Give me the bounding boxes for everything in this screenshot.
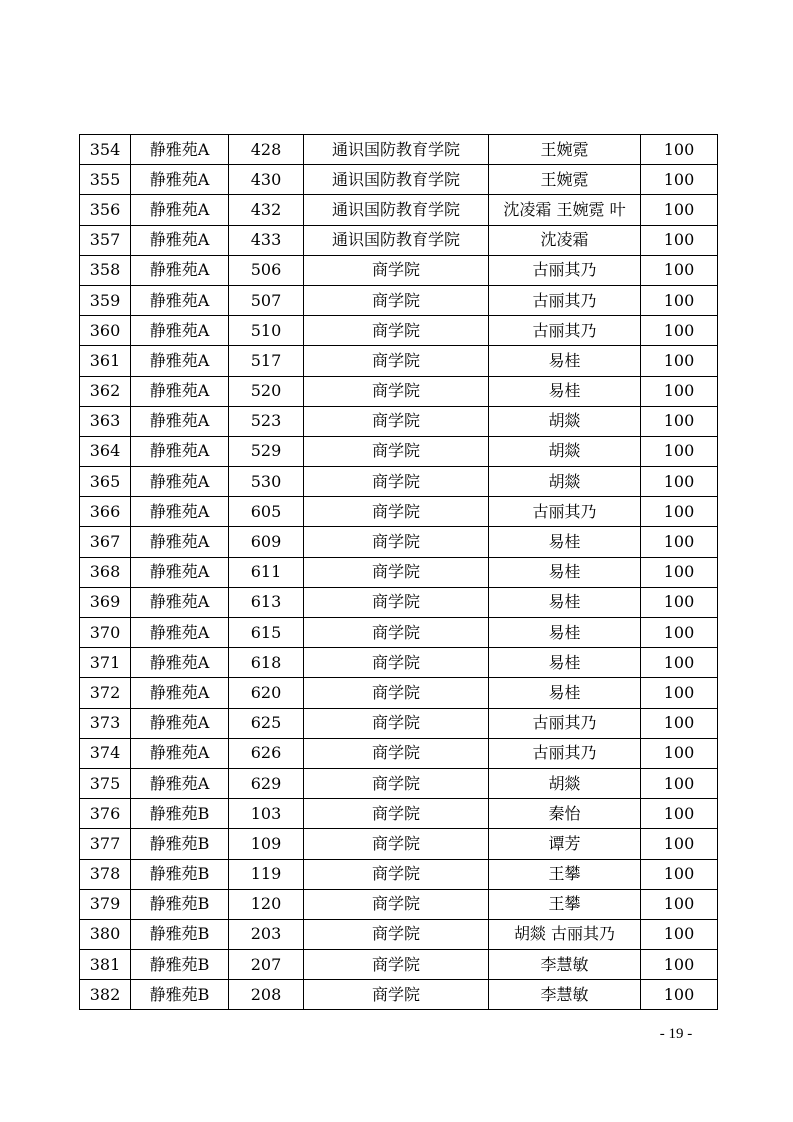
row-number-cell: 375 [80,768,131,798]
college-cell: 商学院 [304,285,489,315]
building-cell: 静雅苑A [131,738,229,768]
row-number-cell: 370 [80,618,131,648]
building-cell: 静雅苑B [131,829,229,859]
row-number-cell: 355 [80,165,131,195]
counselor-cell: 易桂 [489,557,641,587]
college-cell: 商学院 [304,527,489,557]
counselor-cell: 胡燚 [489,467,641,497]
counselor-cell: 易桂 [489,527,641,557]
score-cell: 100 [641,557,718,587]
table-row [80,829,718,859]
building-cell: 静雅苑A [131,255,229,285]
college-cell: 商学院 [304,799,489,829]
counselor-cell: 易桂 [489,587,641,617]
room-cell: 517 [229,346,304,376]
row-number-cell: 367 [80,527,131,557]
college-cell: 商学院 [304,738,489,768]
room-cell: 428 [229,135,304,165]
building-cell: 静雅苑A [131,768,229,798]
counselor-cell: 李慧敏 [489,980,641,1010]
room-cell: 203 [229,919,304,949]
building-cell: 静雅苑A [131,406,229,436]
building-cell: 静雅苑A [131,285,229,315]
score-cell: 100 [641,165,718,195]
room-cell: 506 [229,255,304,285]
table-row [80,980,718,1010]
counselor-cell: 古丽其乃 [489,497,641,527]
counselor-cell: 胡燚 [489,436,641,466]
counselor-cell: 古丽其乃 [489,285,641,315]
table-row [80,618,718,648]
building-cell: 静雅苑A [131,618,229,648]
college-cell: 商学院 [304,889,489,919]
row-number-cell: 369 [80,587,131,617]
score-cell: 100 [641,768,718,798]
college-cell: 商学院 [304,708,489,738]
college-cell: 通识国防教育学院 [304,195,489,225]
college-cell: 商学院 [304,376,489,406]
table-row [80,738,718,768]
college-cell: 商学院 [304,346,489,376]
college-cell: 商学院 [304,648,489,678]
college-cell: 通识国防教育学院 [304,225,489,255]
row-number-cell: 382 [80,980,131,1010]
counselor-cell: 古丽其乃 [489,708,641,738]
row-number-cell: 368 [80,557,131,587]
room-cell: 208 [229,980,304,1010]
table-row [80,195,718,225]
table-row [80,285,718,315]
building-cell: 静雅苑B [131,889,229,919]
room-cell: 510 [229,316,304,346]
counselor-cell: 古丽其乃 [489,316,641,346]
room-cell: 120 [229,889,304,919]
building-cell: 静雅苑A [131,557,229,587]
counselor-cell: 王婉霓 [489,135,641,165]
college-cell: 商学院 [304,919,489,949]
college-cell: 商学院 [304,950,489,980]
counselor-cell: 沈凌霜 [489,225,641,255]
counselor-cell: 谭芳 [489,829,641,859]
table-row [80,406,718,436]
counselor-cell: 秦怡 [489,799,641,829]
building-cell: 静雅苑B [131,980,229,1010]
row-number-cell: 381 [80,950,131,980]
score-cell: 100 [641,346,718,376]
room-cell: 625 [229,708,304,738]
row-number-cell: 379 [80,889,131,919]
row-number-cell: 364 [80,436,131,466]
building-cell: 静雅苑A [131,587,229,617]
score-cell: 100 [641,648,718,678]
building-cell: 静雅苑B [131,859,229,889]
college-cell: 商学院 [304,497,489,527]
room-cell: 620 [229,678,304,708]
score-cell: 100 [641,799,718,829]
room-cell: 430 [229,165,304,195]
counselor-cell: 易桂 [489,376,641,406]
room-cell: 507 [229,285,304,315]
score-cell: 100 [641,708,718,738]
row-number-cell: 376 [80,799,131,829]
counselor-cell: 王攀 [489,859,641,889]
row-number-cell: 356 [80,195,131,225]
counselor-cell: 李慧敏 [489,950,641,980]
score-cell: 100 [641,225,718,255]
building-cell: 静雅苑A [131,678,229,708]
building-cell: 静雅苑A [131,708,229,738]
counselor-cell: 易桂 [489,346,641,376]
score-cell: 100 [641,436,718,466]
counselor-cell: 胡燚 [489,406,641,436]
room-cell: 609 [229,527,304,557]
score-cell: 100 [641,738,718,768]
college-cell: 商学院 [304,316,489,346]
page-number: - 19 - [659,1026,693,1042]
table-row [80,255,718,285]
college-cell: 商学院 [304,255,489,285]
room-cell: 626 [229,738,304,768]
counselor-cell: 易桂 [489,618,641,648]
table-row [80,497,718,527]
room-cell: 618 [229,648,304,678]
score-cell: 100 [641,829,718,859]
table-row [80,950,718,980]
room-cell: 605 [229,497,304,527]
table-row [80,527,718,557]
building-cell: 静雅苑A [131,376,229,406]
score-cell: 100 [641,195,718,225]
score-cell: 100 [641,889,718,919]
college-cell: 通识国防教育学院 [304,165,489,195]
building-cell: 静雅苑A [131,648,229,678]
score-cell: 100 [641,859,718,889]
room-cell: 530 [229,467,304,497]
building-cell: 静雅苑A [131,135,229,165]
score-cell: 100 [641,255,718,285]
table-body [80,135,718,1010]
row-number-cell: 378 [80,859,131,889]
table-row [80,768,718,798]
college-cell: 商学院 [304,557,489,587]
room-cell: 613 [229,587,304,617]
row-number-cell: 363 [80,406,131,436]
room-cell: 629 [229,768,304,798]
table-row [80,587,718,617]
score-cell: 100 [641,406,718,436]
room-cell: 432 [229,195,304,225]
score-cell: 100 [641,527,718,557]
building-cell: 静雅苑A [131,316,229,346]
score-cell: 100 [641,678,718,708]
building-cell: 静雅苑B [131,950,229,980]
table-row [80,889,718,919]
college-cell: 商学院 [304,467,489,497]
college-cell: 商学院 [304,618,489,648]
table-row [80,708,718,738]
room-cell: 109 [229,829,304,859]
row-number-cell: 365 [80,467,131,497]
row-number-cell: 354 [80,135,131,165]
row-number-cell: 380 [80,919,131,949]
building-cell: 静雅苑A [131,165,229,195]
room-cell: 207 [229,950,304,980]
row-number-cell: 371 [80,648,131,678]
college-cell: 商学院 [304,678,489,708]
college-cell: 通识国防教育学院 [304,135,489,165]
row-number-cell: 366 [80,497,131,527]
counselor-cell: 胡燚 古丽其乃 [489,919,641,949]
room-cell: 611 [229,557,304,587]
building-cell: 静雅苑B [131,919,229,949]
room-cell: 119 [229,859,304,889]
college-cell: 商学院 [304,587,489,617]
score-cell: 100 [641,497,718,527]
table-row [80,316,718,346]
counselor-cell: 胡燚 [489,768,641,798]
row-number-cell: 360 [80,316,131,346]
table-row [80,648,718,678]
score-cell: 100 [641,285,718,315]
row-number-cell: 361 [80,346,131,376]
table-row [80,467,718,497]
counselor-cell: 王攀 [489,889,641,919]
college-cell: 商学院 [304,980,489,1010]
college-cell: 商学院 [304,436,489,466]
score-cell: 100 [641,618,718,648]
room-cell: 523 [229,406,304,436]
score-cell: 100 [641,316,718,346]
counselor-cell: 易桂 [489,678,641,708]
table-row [80,225,718,255]
room-cell: 520 [229,376,304,406]
score-cell: 100 [641,980,718,1010]
building-cell: 静雅苑A [131,225,229,255]
room-cell: 615 [229,618,304,648]
college-cell: 商学院 [304,859,489,889]
building-cell: 静雅苑A [131,346,229,376]
row-number-cell: 359 [80,285,131,315]
college-cell: 商学院 [304,829,489,859]
table-row [80,799,718,829]
counselor-cell: 古丽其乃 [489,738,641,768]
building-cell: 静雅苑A [131,467,229,497]
college-cell: 商学院 [304,406,489,436]
counselor-cell: 古丽其乃 [489,255,641,285]
table-row [80,346,718,376]
counselor-cell: 易桂 [489,648,641,678]
room-cell: 433 [229,225,304,255]
score-cell: 100 [641,376,718,406]
row-number-cell: 374 [80,738,131,768]
table-row [80,859,718,889]
score-cell: 100 [641,467,718,497]
row-number-cell: 358 [80,255,131,285]
row-number-cell: 357 [80,225,131,255]
row-number-cell: 362 [80,376,131,406]
row-number-cell: 372 [80,678,131,708]
room-cell: 103 [229,799,304,829]
building-cell: 静雅苑A [131,436,229,466]
dormitory-score-table [79,134,718,1010]
building-cell: 静雅苑A [131,527,229,557]
score-cell: 100 [641,919,718,949]
table-row [80,165,718,195]
table-row [80,376,718,406]
row-number-cell: 377 [80,829,131,859]
table-row [80,678,718,708]
building-cell: 静雅苑A [131,195,229,225]
score-cell: 100 [641,135,718,165]
row-number-cell: 373 [80,708,131,738]
building-cell: 静雅苑A [131,497,229,527]
score-cell: 100 [641,950,718,980]
score-cell: 100 [641,587,718,617]
college-cell: 商学院 [304,768,489,798]
table-row [80,557,718,587]
room-cell: 529 [229,436,304,466]
building-cell: 静雅苑B [131,799,229,829]
table-row [80,919,718,949]
table-row [80,436,718,466]
table-row [80,135,718,165]
counselor-cell: 沈凌霜 王婉霓 叶 [489,195,641,225]
counselor-cell: 王婉霓 [489,165,641,195]
